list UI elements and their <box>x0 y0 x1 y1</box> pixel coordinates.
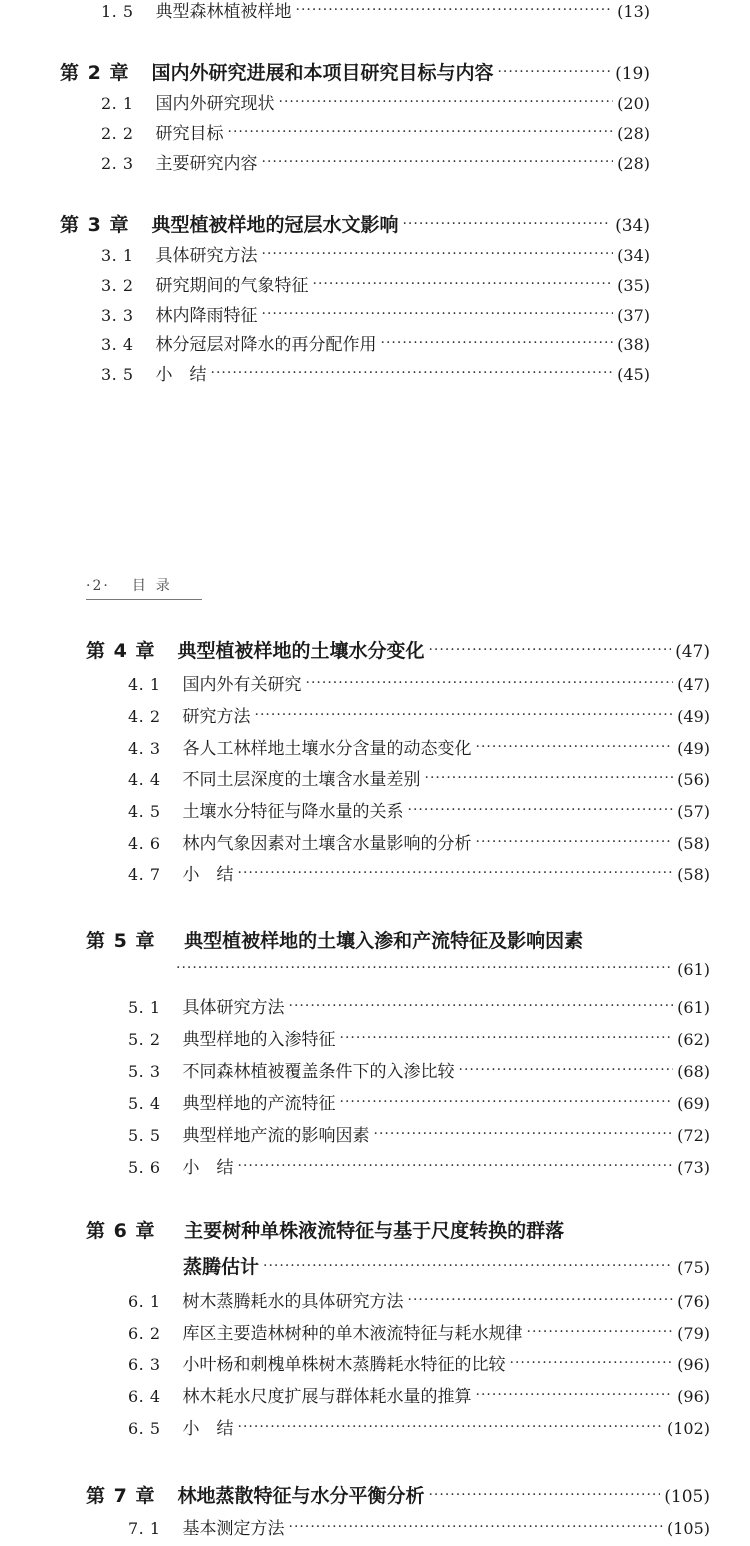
toc-entry <box>128 797 710 822</box>
section-title: 不同土层深度的土壤含水量差别 <box>182 770 421 790</box>
section-number: 4. 4 <box>128 770 161 789</box>
chapter-title: 典型植被样地的土壤水分变化 <box>177 640 425 662</box>
leader-dots <box>262 246 614 262</box>
leader-dots <box>459 1062 674 1078</box>
section-number: 4. 7 <box>128 865 161 884</box>
leader-dots <box>211 365 614 381</box>
section-number: 6. 5 <box>128 1419 161 1438</box>
page-number: (58) <box>677 834 710 853</box>
section-number: 3. 1 <box>101 246 134 265</box>
page-number: (73) <box>677 1158 710 1177</box>
section-title: 不同森林植被覆盖条件下的入渗比较 <box>182 1062 455 1082</box>
section-title: 国内外研究现状 <box>155 94 275 114</box>
section-title: 库区主要造林树种的单木液流特征与耗水规律 <box>182 1324 523 1344</box>
section-number: 5. 5 <box>128 1126 161 1145</box>
page-number: (19) <box>615 64 650 84</box>
toc-chapter-entry <box>60 58 650 85</box>
leader-dots <box>289 998 674 1014</box>
section-number: 7. 1 <box>128 1519 161 1538</box>
section-number: 5. 1 <box>128 998 161 1017</box>
toc-entry <box>128 1121 710 1146</box>
toc-entry <box>128 1414 710 1439</box>
toc-chapter-leader <box>176 960 710 979</box>
page-number: (69) <box>677 1094 710 1113</box>
toc-entry <box>128 1153 710 1178</box>
leader-dots <box>408 802 674 818</box>
toc-entry <box>101 0 650 22</box>
section-number: 5. 2 <box>128 1030 161 1049</box>
toc-chapter-leader <box>183 1252 710 1279</box>
toc-entry <box>101 241 650 266</box>
page-number: (105) <box>666 1519 710 1538</box>
section-title: 小叶杨和刺槐单株树木蒸腾耗水特征的比较 <box>182 1355 506 1375</box>
page-number: (28) <box>617 124 650 143</box>
leader-dots <box>306 675 674 691</box>
toc-entry <box>128 1382 710 1407</box>
section-title: 小 结 <box>155 365 207 385</box>
page-number: (45) <box>617 365 650 384</box>
leader-dots <box>279 94 614 110</box>
leader-dots <box>476 1387 674 1403</box>
toc-entry <box>101 271 650 296</box>
toc-entry <box>128 993 710 1018</box>
leader-dots <box>238 1158 674 1174</box>
chapter-title: 国内外研究进展和本项目研究目标与内容 <box>151 62 494 84</box>
leader-dots <box>340 1030 674 1046</box>
toc-chapter-entry <box>86 636 710 663</box>
page-number: (105) <box>664 1487 710 1507</box>
page-number: (96) <box>677 1387 710 1406</box>
leader-dots <box>176 960 673 976</box>
page-number: (47) <box>675 642 710 662</box>
chapter-title: 典型植被样地的土壤入渗和产流特征及影响因素 <box>184 930 584 952</box>
page-number: (47) <box>677 675 710 694</box>
toc-entry <box>128 765 710 790</box>
leader-dots <box>476 739 674 755</box>
toc-entry <box>128 1025 710 1050</box>
section-title: 研究方法 <box>182 707 251 727</box>
page-number: (96) <box>677 1355 710 1374</box>
running-head <box>86 575 202 600</box>
toc-page-2 <box>0 560 750 1546</box>
section-number: 4. 3 <box>128 739 161 758</box>
leader-dots <box>497 64 611 80</box>
running-head-page-number: ·2· <box>86 578 110 594</box>
leader-dots <box>402 216 611 232</box>
page-number: (72) <box>677 1126 710 1145</box>
section-title: 典型森林植被样地 <box>155 2 292 22</box>
toc-entry <box>128 670 710 695</box>
leader-dots <box>428 1487 660 1503</box>
page-number: (56) <box>677 770 710 789</box>
page-number: (34) <box>617 246 650 265</box>
section-number: 3. 3 <box>101 306 134 325</box>
toc-entry <box>128 734 710 759</box>
section-title: 典型样地的产流特征 <box>182 1094 336 1114</box>
running-head-title: 目录 <box>131 578 180 594</box>
toc-entry <box>101 301 650 326</box>
page-number: (58) <box>677 865 710 884</box>
section-title: 小 结 <box>182 865 234 885</box>
leader-dots <box>263 1258 673 1274</box>
section-title: 研究目标 <box>155 124 224 144</box>
toc-entry <box>101 89 650 114</box>
leader-dots <box>374 1126 674 1142</box>
page-number: (20) <box>617 94 650 113</box>
page-number: (79) <box>677 1324 710 1343</box>
page-number: (61) <box>677 960 710 979</box>
section-title: 研究期间的气象特征 <box>155 276 309 296</box>
section-title: 林内气象因素对土壤含水量影响的分析 <box>182 834 472 854</box>
page-number: (37) <box>617 306 650 325</box>
toc-entry <box>128 860 710 885</box>
section-number: 5. 4 <box>128 1094 161 1113</box>
page-number: (35) <box>617 276 650 295</box>
section-number: 5. 3 <box>128 1062 161 1081</box>
section-number: 6. 3 <box>128 1355 161 1374</box>
leader-dots <box>313 276 614 292</box>
toc-entry <box>128 1089 710 1114</box>
toc-chapter-heading <box>86 1216 564 1243</box>
toc-entry <box>101 360 650 385</box>
chapter-number: 第 4 章 <box>86 640 156 662</box>
toc-entry <box>128 1319 710 1344</box>
toc-entry <box>128 1350 710 1375</box>
leader-dots <box>289 1519 663 1535</box>
leader-dots <box>255 707 674 723</box>
section-title: 典型样地产流的影响因素 <box>182 1126 370 1146</box>
leader-dots <box>428 642 671 658</box>
leader-dots <box>527 1324 674 1340</box>
chapter-number: 第 5 章 <box>86 930 156 952</box>
section-title: 典型样地的入渗特征 <box>182 1030 336 1050</box>
leader-dots <box>340 1094 674 1110</box>
chapter-number: 第 6 章 <box>86 1220 156 1242</box>
leader-dots <box>238 865 674 881</box>
section-number: 4. 2 <box>128 707 161 726</box>
leader-dots <box>476 834 674 850</box>
page-number: (76) <box>677 1292 710 1311</box>
section-number: 3. 2 <box>101 276 134 295</box>
toc-page-1 <box>0 0 750 400</box>
section-number: 4. 5 <box>128 802 161 821</box>
chapter-title: 典型植被样地的冠层水文影响 <box>151 214 399 236</box>
chapter-title-line-1: 主要树种单株液流特征与基于尺度转换的群落 <box>184 1220 565 1242</box>
page-number: (61) <box>677 998 710 1017</box>
toc-chapter-entry <box>60 210 650 237</box>
section-number: 3. 4 <box>101 335 134 354</box>
section-title: 土壤水分特征与降水量的关系 <box>182 802 404 822</box>
section-title: 各人工林样地土壤水分含量的动态变化 <box>182 739 472 759</box>
section-number: 5. 6 <box>128 1158 161 1177</box>
section-number: 4. 1 <box>128 675 161 694</box>
section-number: 6. 4 <box>128 1387 161 1406</box>
page-number: (34) <box>615 216 650 236</box>
page-number: (49) <box>677 739 710 758</box>
section-number: 2. 2 <box>101 124 134 143</box>
chapter-title-line-2: 蒸腾估计 <box>183 1256 260 1278</box>
leader-dots <box>510 1355 674 1371</box>
toc-entry <box>101 119 650 144</box>
leader-dots <box>238 1419 663 1435</box>
section-title: 林内降雨特征 <box>155 306 258 326</box>
leader-dots <box>381 335 614 351</box>
section-title: 具体研究方法 <box>182 998 285 1018</box>
section-title: 国内外有关研究 <box>182 675 302 695</box>
leader-dots <box>262 154 614 170</box>
leader-dots <box>228 124 614 140</box>
section-title: 小 结 <box>182 1158 234 1178</box>
page-number: (102) <box>666 1419 710 1438</box>
toc-chapter-entry <box>86 1481 710 1508</box>
section-title: 林木耗水尺度扩展与群体耗水量的推算 <box>182 1387 472 1407</box>
page-number: (62) <box>677 1030 710 1049</box>
page-number: (75) <box>677 1258 710 1277</box>
toc-entry <box>128 702 710 727</box>
toc-entry <box>128 1514 710 1539</box>
chapter-title: 林地蒸散特征与水分平衡分析 <box>177 1485 425 1507</box>
page-number: (28) <box>617 154 650 173</box>
toc-entry <box>128 829 710 854</box>
toc-entry <box>128 1287 710 1312</box>
section-title: 具体研究方法 <box>155 246 258 266</box>
section-number: 4. 6 <box>128 834 161 853</box>
leader-dots <box>262 306 614 322</box>
section-number: 2. 1 <box>101 94 134 113</box>
chapter-number: 第 3 章 <box>60 214 130 236</box>
section-title: 基本测定方法 <box>182 1519 285 1539</box>
page-number: (68) <box>677 1062 710 1081</box>
chapter-number: 第 7 章 <box>86 1485 156 1507</box>
section-number: 2. 3 <box>101 154 134 173</box>
section-title: 主要研究内容 <box>155 154 258 174</box>
page-number: (57) <box>677 802 710 821</box>
page-number: (38) <box>617 335 650 354</box>
section-number: 6. 2 <box>128 1324 161 1343</box>
toc-entry <box>101 330 650 355</box>
chapter-number: 第 2 章 <box>60 62 130 84</box>
section-number: 6. 1 <box>128 1292 161 1311</box>
section-title: 林分冠层对降水的再分配作用 <box>155 335 377 355</box>
page-number: (49) <box>677 707 710 726</box>
leader-dots <box>408 1292 674 1308</box>
toc-entry <box>101 149 650 174</box>
toc-entry <box>128 1057 710 1082</box>
page-number: (13) <box>617 2 650 21</box>
leader-dots <box>425 770 674 786</box>
section-number: 1. 5 <box>101 2 134 21</box>
toc-chapter-heading <box>86 926 583 953</box>
section-title: 树木蒸腾耗水的具体研究方法 <box>182 1292 404 1312</box>
section-number: 3. 5 <box>101 365 134 384</box>
leader-dots <box>296 2 614 18</box>
section-title: 小 结 <box>182 1419 234 1439</box>
